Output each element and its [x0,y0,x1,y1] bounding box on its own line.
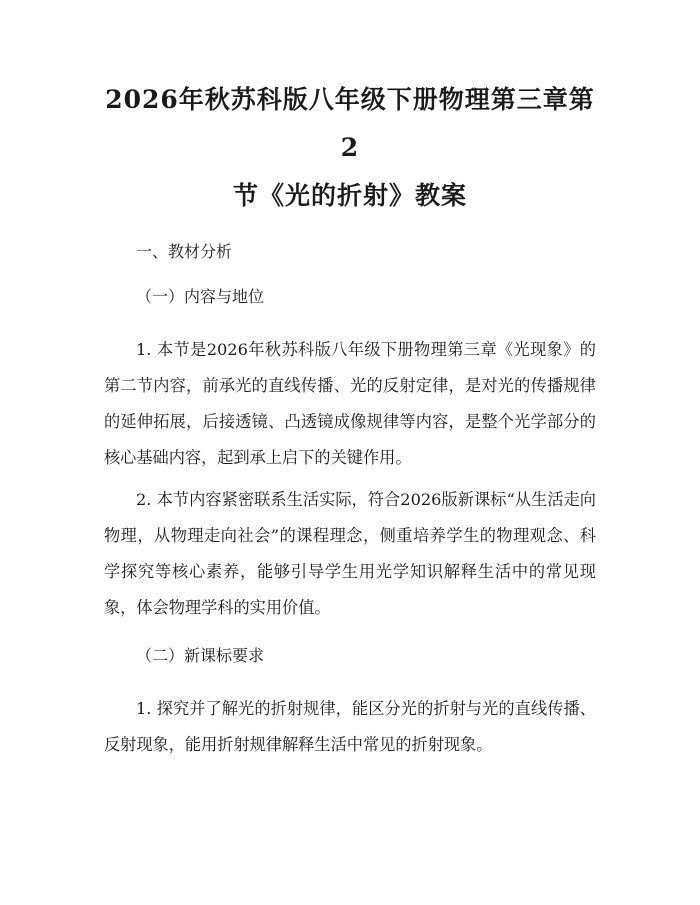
subheading-curriculum-requirements: （二）新课标要求 [136,646,265,665]
section-heading-textbook-analysis: 一、教材分析 [136,242,233,261]
paragraph-requirement-1: 1. 探究并了解光的折射规律，能区分光的折射与光的直线传播、反射现象，能用折射规律解释生活中常见的折射现象。 [104,699,596,754]
paragraph-content-2: 2. 本节内容紧密联系生活实际，符合2026版新课标“从生活走向物理，从物理走向社会”的课程理念，侧重培养学生的物理观念、科学探究等核心素养，能够引导学生用光学知识解释生活中的常见现象，体会物理学科的实用价值。 [104,490,596,617]
subheading-content-position: （一）内容与地位 [136,287,265,306]
title-line-2: 节《光的折射》教案 [232,181,467,210]
paragraph-content-1: 1. 本节是2026年秋苏科版八年级下册物理第三章《光现象》的第二节内容，前承光的直线传播、光的反射定律，是对光的传播规律的延伸拓展，后接透镜、凸透镜成像规律等内容，是整个光学部分的核心基础内容，起到承上启下的关键作用。 [104,340,596,467]
title-line-1: 2026年秋苏科版八年级下册物理第三章第2 [105,85,595,162]
document-body [104,242,596,763]
document-title [104,76,596,220]
